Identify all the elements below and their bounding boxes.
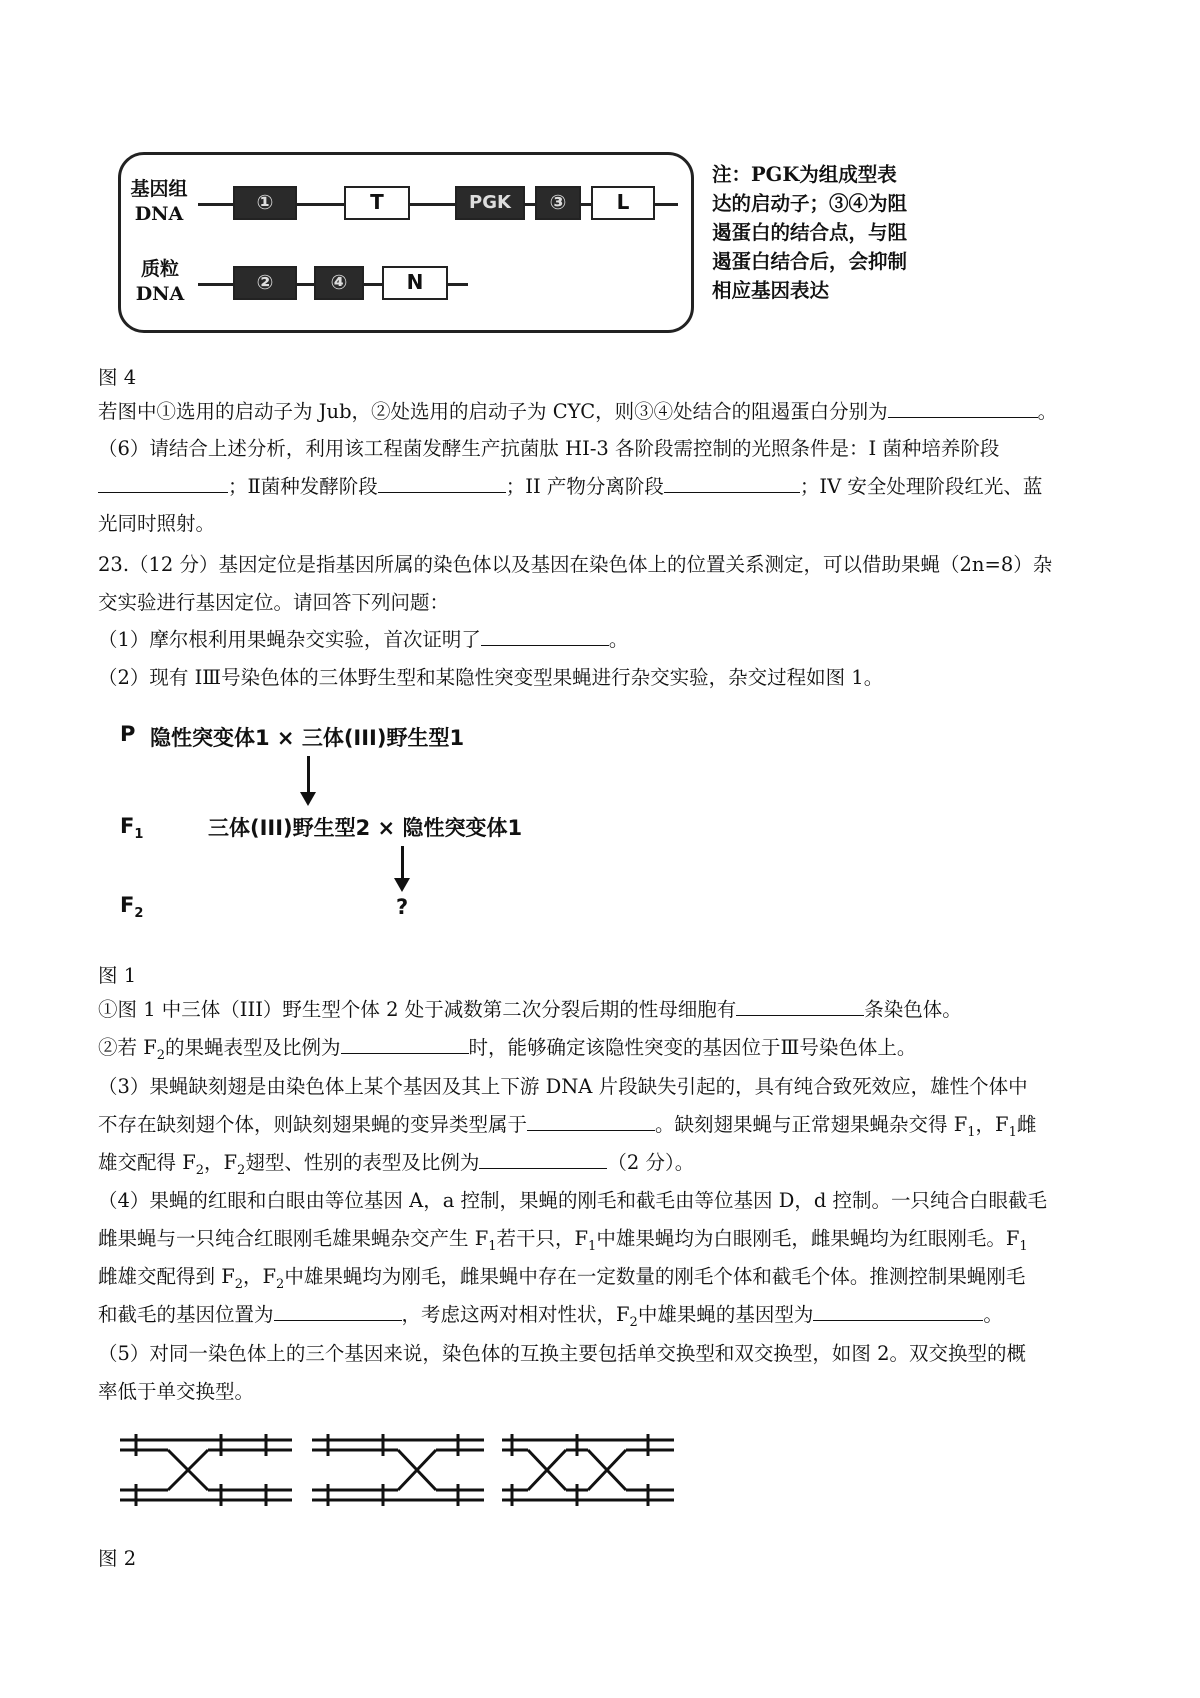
- q23-2-1: ①图 1 中三体（III）野生型个体 2 处于减数第二次分裂后期的性母细胞有 条染色体。: [98, 998, 962, 1021]
- fig1-arrow-2-head: [394, 878, 410, 892]
- fig1-arrow-2-shaft: [401, 846, 404, 882]
- fig1-f1-label: $F_1$: [120, 814, 144, 843]
- fig1-arrow-1-head: [300, 792, 316, 806]
- q23-4-line3: 雌雄交配得到 $F_2$，$F_2$中雄果蝇均为刚毛，雌果蝇中存在一定数量的刚毛个体和截毛个体。推测控制果蝇刚毛: [98, 1265, 1026, 1292]
- fig1-f2-result: ?: [396, 895, 409, 919]
- fig4-box-3: ③: [535, 186, 581, 220]
- fig2-caption: 图 2: [98, 1547, 137, 1570]
- fig2-panel-double: [502, 1434, 674, 1506]
- q23-5-line1: （5）对同一染色体上的三个基因来说，染色体的互换主要包括单交换型和双交换型，如图 2。双交换型的概: [98, 1342, 1027, 1365]
- q23-4-line2: 雌果蝇与一只纯合红眼刚毛雄果蝇杂交产生 $F_1$若干只，$F_1$中雄果蝇均为白眼刚毛，雌果蝇均为红眼刚毛。$F_1$: [98, 1227, 1028, 1254]
- fig4-caption: 图 4: [98, 366, 137, 389]
- q23-3-line1: （3）果蝇缺刻翅是由染色体上某个基因及其上下游 DNA 片段缺失引起的，具有纯合致死效应，雄性个体中: [98, 1075, 1028, 1098]
- fig1-arrow-1-shaft: [307, 756, 310, 796]
- fig4-row2-label: 质粒 DNA: [135, 258, 185, 305]
- fig4-box-T: T: [344, 186, 410, 220]
- q22-6-line2: ；Ⅱ菌种发酵阶段 ；II 产物分离阶段 ；IV 安全处理阶段红光、蓝: [98, 474, 1100, 500]
- fig4-box-PGK: PGK: [455, 186, 525, 220]
- fig2-panel-single-right: [312, 1434, 484, 1506]
- fig1-p-cross: 隐性突变体1 × 三体(III)野生型1: [150, 726, 465, 750]
- fig4-row1-label: 基因组 DNA: [130, 178, 188, 225]
- fig2-crossover-diagram: [116, 1432, 676, 1512]
- q23-intro1: 23.（12 分）基因定位是指基因所属的染色体以及基因在染色体上的位置关系测定，可以借助果蝇（2n=8）杂: [98, 553, 1053, 576]
- fig4-note: 注：PGK为组成型表达的启动子；③④为阻遏蛋白的结合点，与阻遏蛋白结合后，会抑制相应基因表达: [712, 163, 908, 302]
- fig4-box-1: ①: [233, 186, 297, 220]
- q23-5-line2: 率低于单交换型。: [98, 1380, 255, 1403]
- fig4-box-2: ②: [233, 266, 297, 300]
- fig1-caption: 图 1: [98, 964, 137, 987]
- fig4-box-4: ④: [314, 266, 364, 300]
- fig1-f2-label: $F_2$: [120, 893, 144, 922]
- q23-2-2: ②若 $F_2$的果蝇表型及比例为 时，能够确定该隐性突变的基因位于Ⅲ号染色体上。: [98, 1036, 917, 1063]
- fig4-box-L: L: [591, 186, 655, 220]
- q23-3-line3: 雄交配得 $F_2$，$F_2$翅型、性别的表型及比例为 （2 分）。: [98, 1151, 695, 1178]
- fig1-p-label: P: [120, 722, 136, 746]
- q22-line1: 若图中①选用的启动子为 Jub，②处选用的启动子为 CYC，则③④处结合的阻遏蛋白分别为 。: [98, 400, 1058, 423]
- q23-1: （1）摩尔根利用果蝇杂交实验，首次证明了 。: [98, 628, 629, 651]
- q23-3-line2: 不存在缺刻翅个体，则缺刻翅果蝇的变异类型属于 。缺刻翅果蝇与正常翅果蝇杂交得 $F_1$，$F_1$雌: [98, 1113, 1037, 1140]
- fig4-box-N: N: [382, 266, 448, 300]
- q23-2: （2）现有 IⅢ号染色体的三体野生型和某隐性突变型果蝇进行杂交实验，杂交过程如图 1。: [98, 666, 884, 689]
- q23-intro2: 交实验进行基因定位。请回答下列问题：: [98, 591, 450, 614]
- fig1-f1-cross: 三体(III)野生型2 × 隐性突变体1: [208, 816, 523, 840]
- q22-6-line1: （6）请结合上述分析，利用该工程菌发酵生产抗菌肽 HI-3 各阶段需控制的光照条件是：I 菌种培养阶段: [98, 437, 1000, 460]
- fig4-frame: [118, 152, 694, 333]
- q22-6-line3: 光同时照射。: [98, 512, 216, 535]
- fig2-panel-single-left: [120, 1434, 292, 1506]
- q23-4-line4: 和截毛的基因位置为 ，考虑这两对相对性状，$F_2$中雄果蝇的基因型为 。: [98, 1303, 1003, 1330]
- q23-4-line1: （4）果蝇的红眼和白眼由等位基因 A，a 控制，果蝇的刚毛和截毛由等位基因 D，d 控制。一只纯合白眼截毛: [98, 1189, 1048, 1212]
